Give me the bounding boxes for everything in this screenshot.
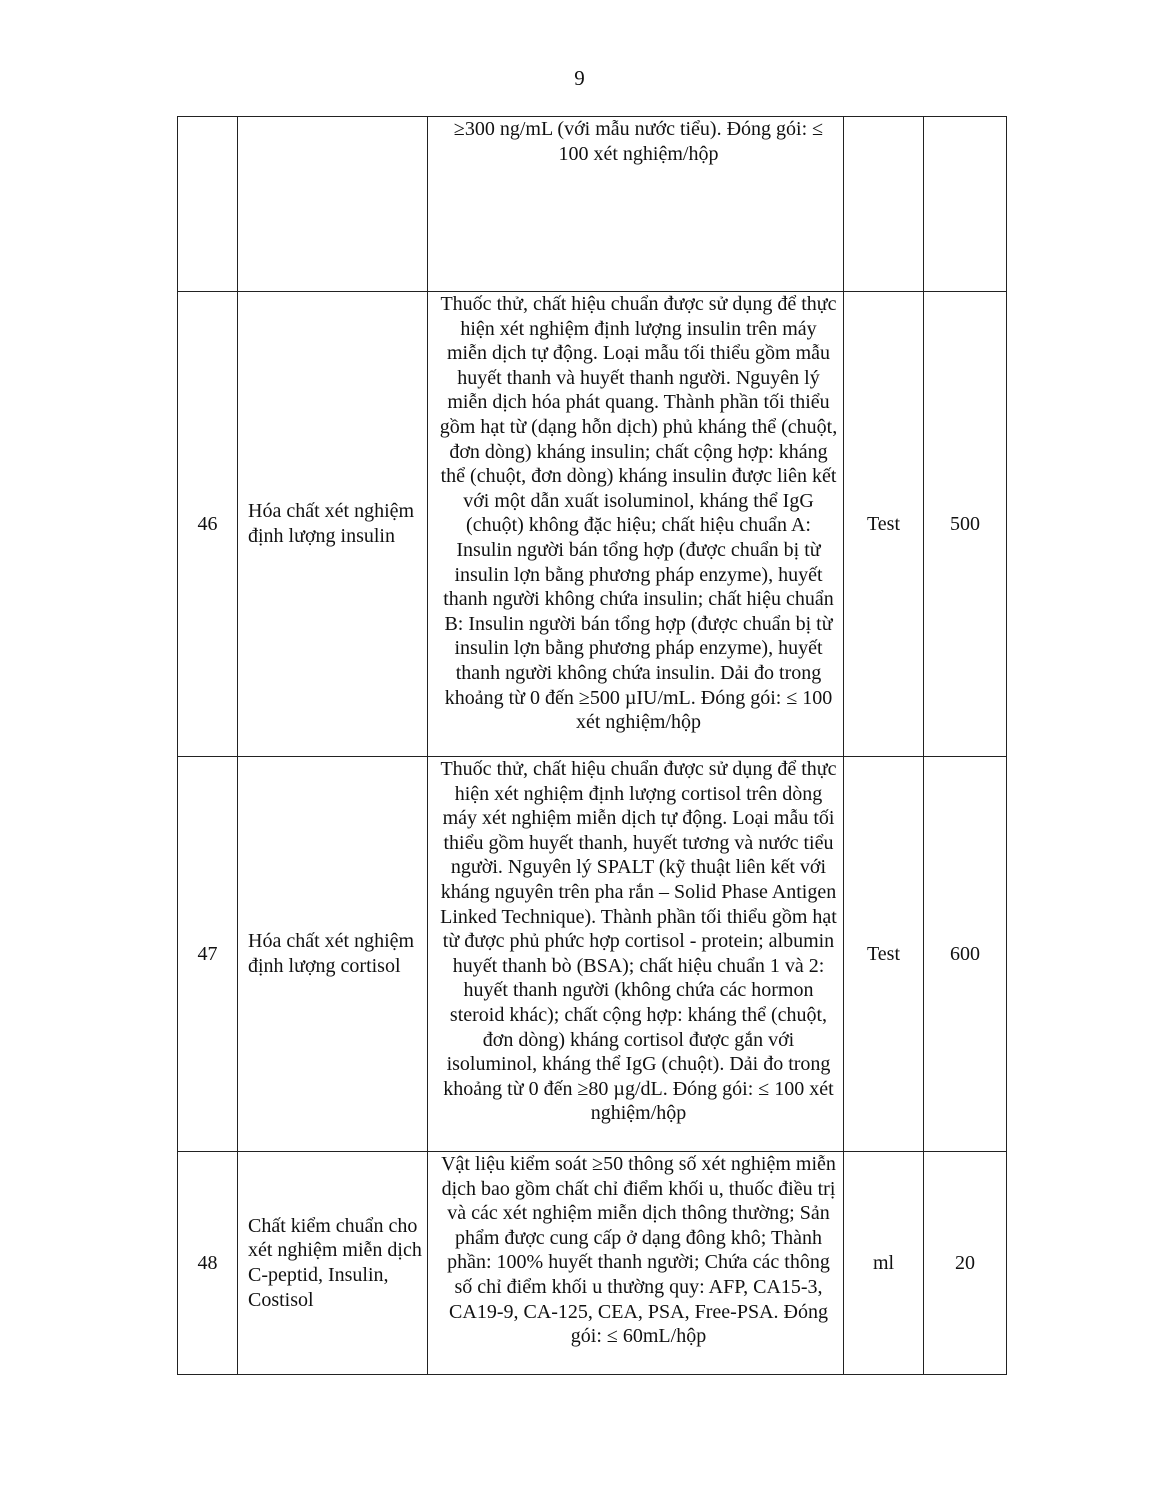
item-name-cell: Hóa chất xét nghiệm định lượng insulin [238,292,428,757]
specification-table [177,116,1007,1375]
item-description-cell: ≥300 ng/mL (với mẫu nước tiểu). Đóng gói: ≤ 100 xét nghiệm/hộp [428,117,844,292]
page-number: 9 [574,66,585,90]
item-name-cell: Chất kiểm chuẩn cho xét nghiệm miễn dịch C-peptid, Insulin, Costisol [238,1152,428,1375]
item-unit-cell: Test [844,292,924,757]
item-description-cell: Vật liệu kiểm soát ≥50 thông số xét nghiệm miễn dịch bao gồm chất chỉ điểm khối u, thuốc điều trị và các xét nghiệm miễn dịch thông thường; Sản phẩm được cung cấp ở dạng đông khô; Thành phần: 100% huyết thanh người; Chứa các thông số chỉ điểm khối u thường quy: AFP, CA15-3, CA19-9, CA-125, CEA, PSA, Free-PSA. Đóng gói: ≤ 60mL/hộp [428,1152,844,1375]
item-quantity-cell: 500 [924,292,1007,757]
item-number-cell [178,117,238,292]
item-name-cell: Hóa chất xét nghiệm định lượng cortisol [238,757,428,1152]
item-description-cell: Thuốc thử, chất hiệu chuẩn được sử dụng để thực hiện xét nghiệm định lượng insulin trên máy miễn dịch tự động. Loại mẫu tối thiểu gồm mẫu huyết thanh và huyết thanh người. Nguyên lý miễn dịch hóa phát quang. Thành phần tối thiểu gồm hạt từ (dạng hỗn dịch) phủ kháng thể (chuột, đơn dòng) kháng insulin; chất cộng hợp: kháng thể (chuột, đơn dòng) kháng insulin được liên kết với một dẫn xuất isoluminol, kháng thể IgG (chuột) không đặc hiệu; chất hiệu chuẩn A: Insulin người bán tổng hợp (được chuẩn bị từ insulin lợn bằng phương pháp enzyme), huyết thanh người không chứa insulin; chất hiệu chuẩn B: Insulin người bán tổng hợp (được chuẩn bị từ insulin lợn bằng phương pháp enzyme), huyết thanh người không chứa insulin. Dải đo trong khoảng từ 0 đến ≥500 µIU/mL. Đóng gói: ≤ 100 xét nghiệm/hộp [428,292,844,757]
item-quantity-cell: 20 [924,1152,1007,1375]
table-row-continued [178,117,1007,292]
item-quantity-cell [924,117,1007,292]
item-number-cell: 48 [178,1152,238,1375]
item-unit-cell [844,117,924,292]
item-name-cell [238,117,428,292]
item-number-cell: 46 [178,292,238,757]
item-unit-cell: ml [844,1152,924,1375]
item-unit-cell: Test [844,757,924,1152]
table-row-47 [178,757,1007,1152]
table-row-48 [178,1152,1007,1375]
item-description-cell: Thuốc thử, chất hiệu chuẩn được sử dụng để thực hiện xét nghiệm định lượng cortisol trên dòng máy xét nghiệm miễn dịch tự động. Loại mẫu tối thiểu gồm huyết thanh, huyết tương và nước tiểu người. Nguyên lý SPALT (kỹ thuật liên kết với kháng nguyên trên pha rắn – Solid Phase Antigen Linked Technique). Thành phần tối thiểu gồm hạt từ được phủ phức hợp cortisol - protein; albumin huyết thanh bò (BSA); chất hiệu chuẩn 1 và 2: huyết thanh người (không chứa các hormon steroid khác); chất cộng hợp: kháng thể (chuột, đơn dòng) kháng cortisol được gắn với isoluminol, kháng thể IgG (chuột). Dải đo trong khoảng từ 0 đến ≥80 µg/dL. Đóng gói: ≤ 100 xét nghiệm/hộp [428,757,844,1152]
item-quantity-cell: 600 [924,757,1007,1152]
table-row-46 [178,292,1007,757]
item-number-cell: 47 [178,757,238,1152]
